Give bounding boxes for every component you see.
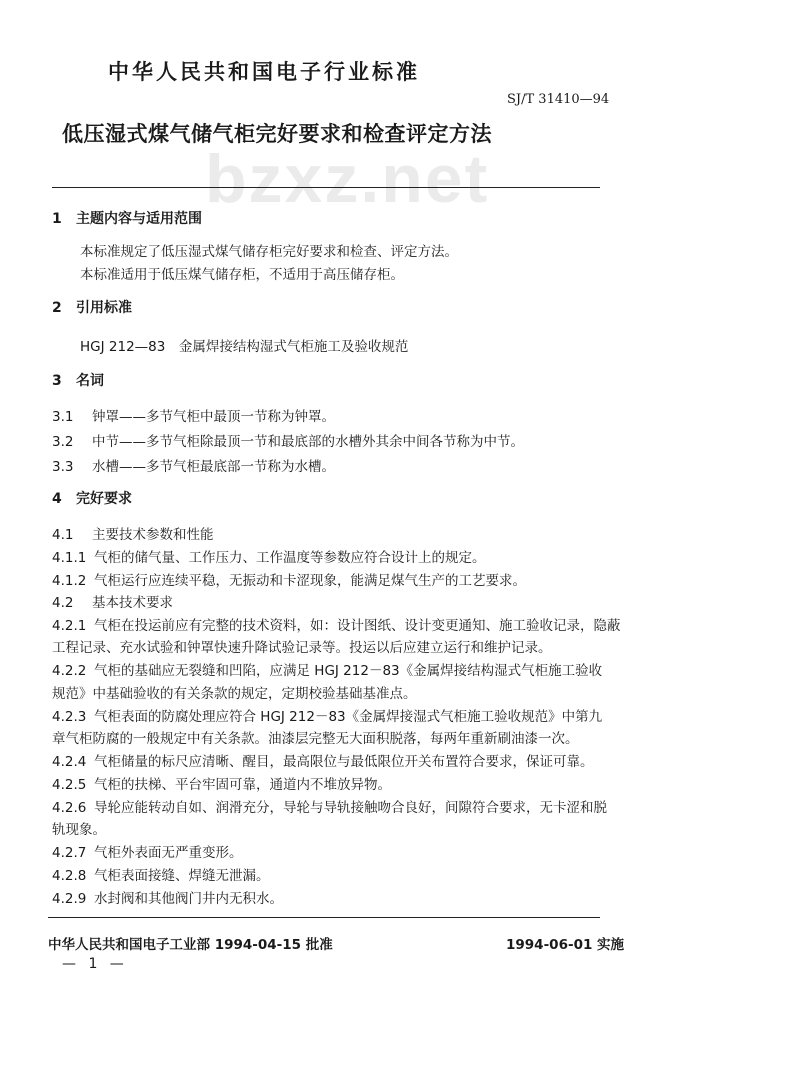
clause — [52, 591, 173, 611]
section-number: 3 — [52, 373, 62, 389]
clause-text: 主要技术参数和性能 — [92, 527, 214, 543]
clause-text: 气柜的储气量、工作压力、工作温度等参数应符合设计上的规定。 — [94, 550, 486, 566]
clause — [52, 430, 524, 450]
clause-continuation: 轨现象。 — [52, 822, 106, 838]
clause-text: 气柜在投运前应有完整的技术资料，如：设计图纸、设计变更通知、施工验收记录，隐蔽 — [94, 618, 621, 634]
title-divider — [52, 187, 600, 188]
clause — [52, 569, 526, 589]
clause-text: 气柜的基础应无裂缝和凹陷，应满足 HGJ 212－83《金属焊接结构湿式气柜施工验收 — [94, 663, 603, 679]
section-heading-3 — [52, 370, 104, 390]
footer-divider — [48, 917, 600, 918]
clause-number: 4.2.1 — [52, 618, 87, 634]
clause-number: 4.2.3 — [52, 709, 87, 725]
clause-text: 钟罩——多节气柜中最顶一节称为钟罩。 — [92, 409, 335, 425]
approval-date: 中华人民共和国电子工业部 1994-04-15 批准 — [48, 937, 333, 953]
clause — [52, 773, 391, 793]
clause — [52, 405, 335, 425]
standard-code: SJ/T 31410—94 — [507, 92, 610, 107]
clause-number: 3.3 — [52, 459, 74, 475]
section-title: 主题内容与适用范围 — [76, 211, 202, 227]
clause-number: 4.2.4 — [52, 754, 87, 770]
clause-number: 4.2.9 — [52, 891, 87, 907]
section-heading-4 — [52, 488, 132, 508]
clause-number: 4.1.2 — [52, 573, 87, 589]
clause — [52, 523, 214, 543]
clause-number: 3.1 — [52, 409, 74, 425]
section-number: 1 — [52, 211, 62, 227]
clause-text: 气柜表面接缝、焊缝无泄漏。 — [94, 868, 270, 884]
clause-continuation: 规范》中基础验收的有关条款的规定，定期校验基础基准点。 — [52, 686, 417, 702]
section-heading-2 — [52, 297, 132, 317]
paragraph: 本标准规定了低压湿式煤气储存柜完好要求和检查、评定方法。 — [80, 244, 458, 260]
clause — [52, 659, 602, 679]
reference-standard: HGJ 212—83 金属焊接结构湿式气柜施工及验收规范 — [80, 339, 409, 355]
clause-continuation: 章气柜防腐的一般规定中有关条款。油漆层完整无大面积脱落，每两年重新刷油漆一次。 — [52, 731, 579, 747]
clause-text: 水槽——多节气柜最底部一节称为水槽。 — [92, 459, 335, 475]
clause-number: 4.2 — [52, 595, 74, 611]
clause-number: 3.2 — [52, 434, 74, 450]
clause — [52, 864, 270, 884]
clause-number: 4.2.7 — [52, 845, 87, 861]
clause-number: 4.1.1 — [52, 550, 87, 566]
clause-text: 气柜的扶梯、平台牢固可靠，通道内不堆放异物。 — [94, 777, 391, 793]
watermark: bzxz.net — [205, 141, 490, 217]
clause — [52, 705, 602, 725]
clause-text: 气柜储量的标尺应清晰、醒目，最高限位与最低限位开关布置符合要求，保证可靠。 — [94, 754, 594, 770]
clause-number: 4.2.2 — [52, 663, 87, 679]
clause — [52, 614, 621, 634]
clause — [52, 796, 607, 816]
section-number: 4 — [52, 491, 62, 507]
page-number: — 1 — — [62, 956, 128, 972]
clause — [52, 841, 243, 861]
section-heading-1 — [52, 208, 202, 228]
paragraph: 本标准适用于低压煤气储存柜，不适用于高压储存柜。 — [80, 267, 404, 283]
clause-number: 4.2.6 — [52, 800, 87, 816]
clause-text: 导轮应能转动自如、润滑充分，导轮与导轨接触吻合良好，间隙符合要求，无卡涩和脱 — [94, 800, 607, 816]
section-number: 2 — [52, 300, 62, 316]
clause-text: 中节——多节气柜除最顶一节和最底部的水槽外其余中间各节称为中节。 — [92, 434, 524, 450]
clause-text: 基本技术要求 — [92, 595, 173, 611]
section-title: 引用标准 — [76, 300, 132, 316]
clause-text: 水封阀和其他阀门井内无积水。 — [94, 891, 283, 907]
clause-number: 4.2.8 — [52, 868, 87, 884]
clause — [52, 455, 335, 475]
clause-text: 气柜表面的防腐处理应符合 HGJ 212－83《金属焊接湿式气柜施工验收规范》中第九 — [94, 709, 603, 725]
implementation-date: 1994-06-01 实施 — [506, 937, 625, 953]
clause — [52, 750, 594, 770]
section-title: 名词 — [76, 373, 104, 389]
clause-text: 气柜运行应连续平稳，无振动和卡涩现象，能满足煤气生产的工艺要求。 — [94, 573, 526, 589]
clause-text: 气柜外表面无严重变形。 — [94, 845, 243, 861]
standard-org-header: 中华人民共和国电子行业标准 — [108, 60, 420, 84]
clause — [52, 546, 486, 566]
clause — [52, 887, 283, 907]
clause-number: 4.2.5 — [52, 777, 87, 793]
clause-continuation: 工程记录、充水试验和钟罩快速升降试验记录等。投运以后应建立运行和维护记录。 — [52, 640, 552, 656]
section-title: 完好要求 — [76, 491, 132, 507]
document-title: 低压湿式煤气储气柜完好要求和检查评定方法 — [62, 122, 492, 146]
clause-number: 4.1 — [52, 527, 74, 543]
